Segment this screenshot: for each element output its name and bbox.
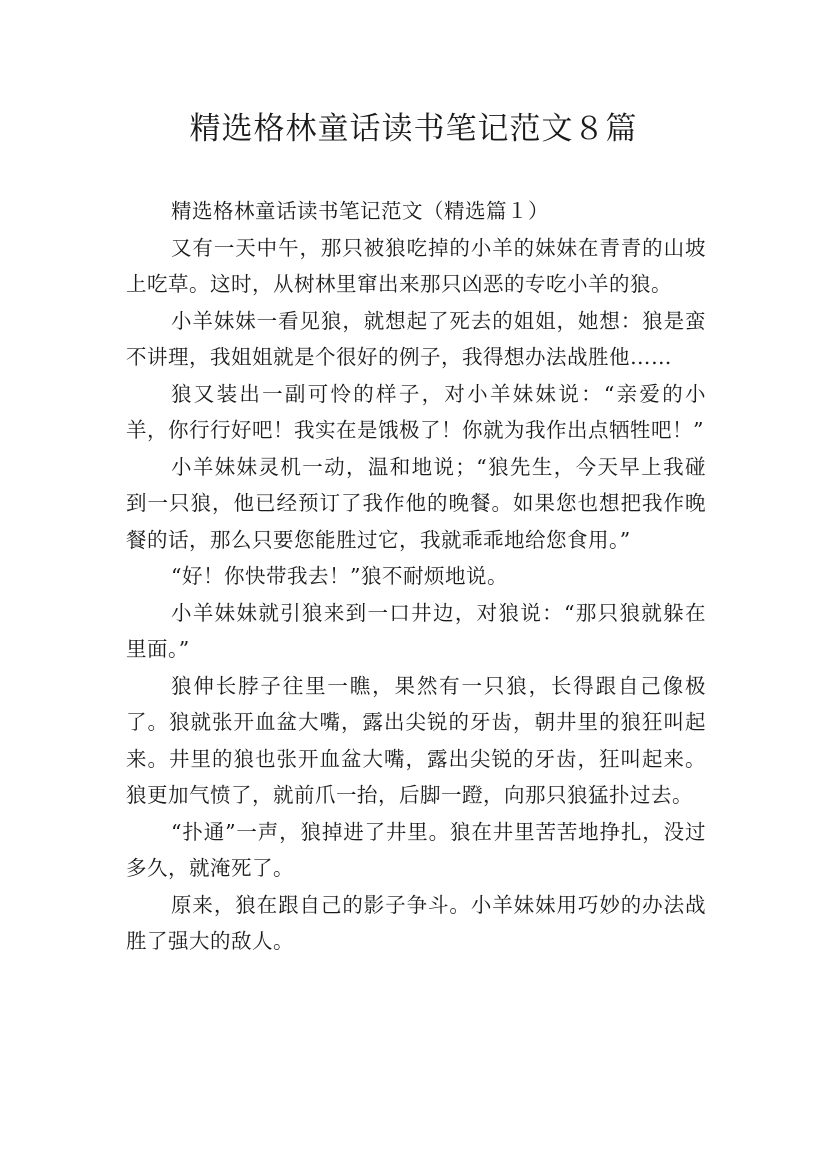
document-title: 精选格林童话读书笔记范文８篇	[189, 111, 638, 147]
section-heading: 精选格林童话读书笔记范文（精选篇１）	[171, 199, 549, 223]
paragraph: 狼又装出一副可怜的样子，对小羊妹妹说：“亲爱的小羊，你行行好吧！我实在是饿极了！你就为我作出点牺牲吧！”	[126, 381, 706, 442]
paragraph: 原来，狼在跟自己的影子争斗。小羊妹妹用巧妙的办法战胜了强大的敌人。	[126, 892, 706, 953]
paragraph: “扑通”一声，狼掉进了井里。狼在井里苦苦地挣扎，没过多久，就淹死了。	[126, 819, 706, 880]
paragraph: 狼伸长脖子往里一瞧，果然有一只狼，长得跟自己像极了。狼就张开血盆大嘴，露出尖锐的牙齿，朝井里的狼狂叫起来。井里的狼也张开血盆大嘴，露出尖锐的牙齿，狂叫起来。狼更加气愤了，就前爪一抬，后脚一蹬，向那只狼猛扑过去。	[126, 673, 706, 807]
paragraph: 小羊妹妹灵机一动，温和地说；“狼先生，今天早上我碰到一只狼，他已经预订了我作他的晚餐。如果您也想把我作晚餐的话，那么只要您能胜过它，我就乖乖地给您食用。”	[126, 454, 706, 552]
paragraph: 又有一天中午，那只被狼吃掉的小羊的妹妹在青青的山坡上吃草。这时，从树林里窜出来那只凶恶的专吃小羊的狼。	[126, 235, 706, 296]
paragraph: 小羊妹妹一看见狼，就想起了死去的姐姐，她想：狼是蛮不讲理，我姐姐就是个很好的例子，我得想办法战胜他……	[126, 308, 706, 369]
document-body	[126, 193, 706, 960]
paragraph: “好！你快带我去！”狼不耐烦地说。	[171, 564, 508, 588]
paragraph: 小羊妹妹就引狼来到一口井边，对狼说：“那只狼就躲在里面。”	[126, 600, 706, 661]
